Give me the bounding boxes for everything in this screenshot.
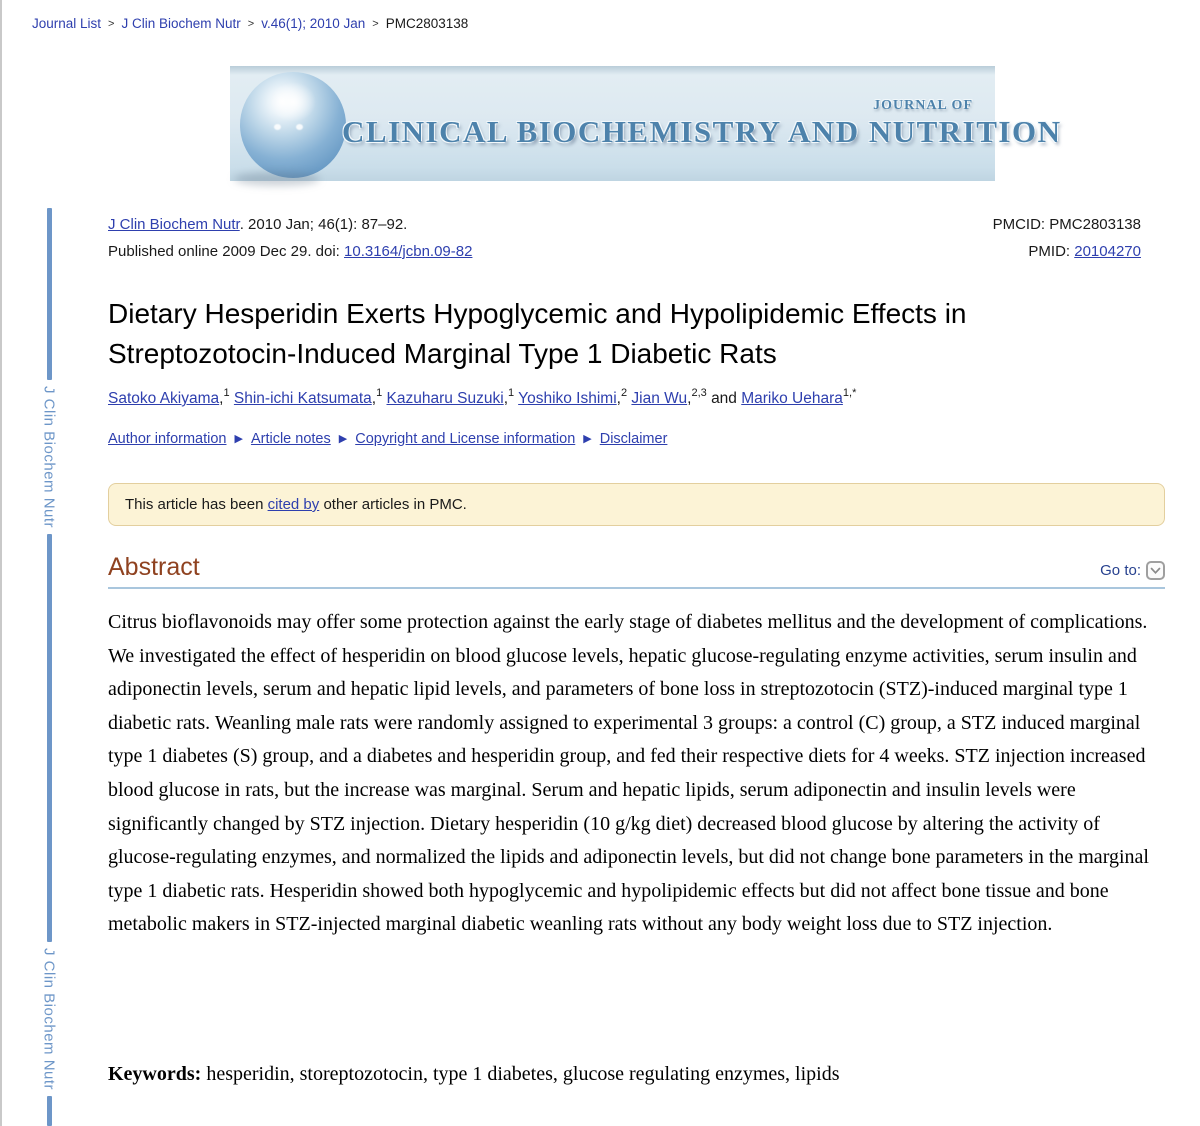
author-link[interactable]: Yoshiko Ishimi — [518, 390, 617, 408]
breadcrumb-item[interactable]: J Clin Biochem Nutr — [121, 16, 241, 31]
sphere-highlight-dot — [274, 124, 281, 130]
author-link[interactable]: Mariko Uehara — [741, 390, 843, 408]
breadcrumb-item[interactable]: v.46(1); 2010 Jan — [261, 16, 366, 31]
author-affiliation-sup: 1,* — [842, 387, 857, 399]
pmcid-line — [993, 211, 1141, 238]
citation-line-1 — [108, 211, 472, 238]
authors-and-text: and — [711, 390, 742, 408]
sidebar-journal-label: J Clin Biochem Nutr — [40, 947, 58, 1090]
cited-by-notice — [108, 483, 1165, 526]
breadcrumb-separator: > — [372, 18, 379, 30]
breadcrumb-separator: > — [247, 18, 255, 30]
author-affiliation-sup: 1 — [376, 387, 383, 399]
goto-label: Go to: — [1100, 562, 1141, 579]
journal-banner — [230, 66, 1062, 181]
author-separator: , — [616, 390, 621, 408]
expand-arrow-icon: ▶ — [338, 433, 348, 445]
cited-by-link[interactable]: cited by — [267, 496, 320, 513]
window-left-edge — [0, 0, 2, 1126]
citation-issue-text: . 2010 Jan; 46(1): 87–92. — [239, 216, 408, 233]
expand-arrow-icon: ▶ — [583, 433, 592, 445]
article-info-link[interactable]: Author information — [108, 431, 227, 447]
author-separator: , — [371, 390, 377, 408]
author-link[interactable]: Kazuharu Suzuki — [386, 390, 504, 408]
author-separator: , — [687, 390, 692, 408]
article-info-links — [108, 431, 667, 447]
pmid-line — [993, 238, 1141, 265]
breadcrumb-item[interactable]: Journal List — [32, 16, 102, 31]
journal-citation-link[interactable]: J Clin Biochem Nutr — [108, 216, 240, 233]
chevron-down-icon[interactable] — [1146, 561, 1165, 580]
cited-by-post-text: other articles in PMC. — [319, 496, 467, 513]
keywords-label: Keywords: — [108, 1063, 202, 1085]
author-separator: , — [503, 390, 508, 408]
abstract-heading: Abstract — [108, 553, 200, 581]
sidebar-rule — [47, 534, 52, 942]
journal-vertical-sidebar — [37, 208, 61, 1126]
sphere-highlight-dot — [296, 124, 303, 130]
citation-line-2 — [108, 238, 472, 265]
pmid-label: PMID: — [1028, 243, 1075, 260]
author-separator: , — [219, 390, 224, 408]
pmid-link[interactable]: 20104270 — [1074, 243, 1141, 260]
article-info-link[interactable]: Article notes — [250, 431, 331, 447]
banner-journal-name: CLINICAL BIOCHEMISTRY AND NUTRITION — [342, 114, 1062, 149]
author-link[interactable]: Shin-ichi Katsumata — [233, 390, 372, 408]
article-ids-block — [993, 211, 1141, 265]
abstract-body: Citrus bioflavonoids may offer some protection against the early stage of diabetes mellitus and the development of complications. We investigated the effect of hesperidin on blood glucose levels, hepatic glucose-regulating enzyme activities, serum insulin and adiponectin levels, serum and hepatic lipid levels, and parameters of bone loss in streptozotocin (STZ)-induced marginal type 1 diabetic rats. Weanling male rats were randomly assigned to experimental 3 groups: a control (C) group, a STZ induced marginal type 1 diabetes (S) group, and a diabetes and hesperidin group, and fed their respective diets for 4 weeks. STZ injection increased blood glucose in rats, but the increase was marginal. Serum and hepatic lipids, serum adiponectin and insulin levels were significantly changed by STZ injection. Dietary hesperidin (10 g/kg diet) decreased blood glucose by altering the activity of glucose-regulating enzymes, and normalized the lipids and adiponectin levels, but did not change bone parameters in the marginal type 1 diabetic rats. Hesperidin showed both hypoglycemic and hypolipidemic effects but did not affect bone tissue and bone metabolic makers in STZ-injected marginal diabetic weanling rats without any body weight loss due to STZ injection. — [108, 611, 1149, 936]
author-affiliation-sup: 2 — [620, 387, 628, 399]
journal-logo-sphere-icon — [240, 72, 346, 178]
abstract-divider — [108, 587, 1165, 589]
breadcrumb — [32, 16, 468, 31]
doi-link[interactable]: 10.3164/jcbn.09-82 — [344, 243, 473, 260]
keywords-line — [108, 1063, 1162, 1086]
goto-control[interactable] — [1100, 561, 1165, 582]
breadcrumb-item: PMC2803138 — [385, 16, 469, 31]
published-online-text: Published online 2009 Dec 29. doi: — [108, 243, 345, 260]
pmcid-label: PMCID: — [992, 216, 1050, 233]
cited-by-pre-text: This article has been — [125, 496, 268, 513]
author-affiliation-sup: 1 — [508, 387, 515, 399]
banner-journal-of-label: JOURNAL OF — [873, 98, 973, 113]
sidebar-rule — [47, 208, 52, 380]
author-list — [108, 388, 1158, 408]
citation-block — [108, 211, 472, 265]
author-link[interactable]: Jian Wu — [631, 390, 688, 408]
breadcrumb-separator: > — [108, 18, 115, 30]
expand-arrow-icon: ▶ — [234, 433, 243, 445]
sidebar-rule — [47, 1096, 52, 1126]
sidebar-journal-label: J Clin Biochem Nutr — [40, 386, 58, 529]
author-affiliation-sup: 2,3 — [691, 387, 707, 399]
author-link[interactable]: Satoko Akiyama — [108, 390, 220, 408]
author-affiliation-sup: 1 — [223, 387, 230, 399]
article-info-link[interactable]: Disclaimer — [599, 431, 668, 447]
keywords-values: hesperidin, storeptozotocin, type 1 diabetes, glucose regulating enzymes, lipids — [201, 1063, 840, 1085]
article-info-link[interactable]: Copyright and License information — [355, 431, 576, 447]
pmcid-value: PMC2803138 — [1049, 216, 1141, 233]
article-title: Dietary Hesperidin Exerts Hypoglycemic and Hypolipidemic Effects in Streptozotocin-Induced Marginal Type 1 Diabetic Rats — [108, 298, 967, 369]
abstract-header — [108, 553, 1165, 582]
